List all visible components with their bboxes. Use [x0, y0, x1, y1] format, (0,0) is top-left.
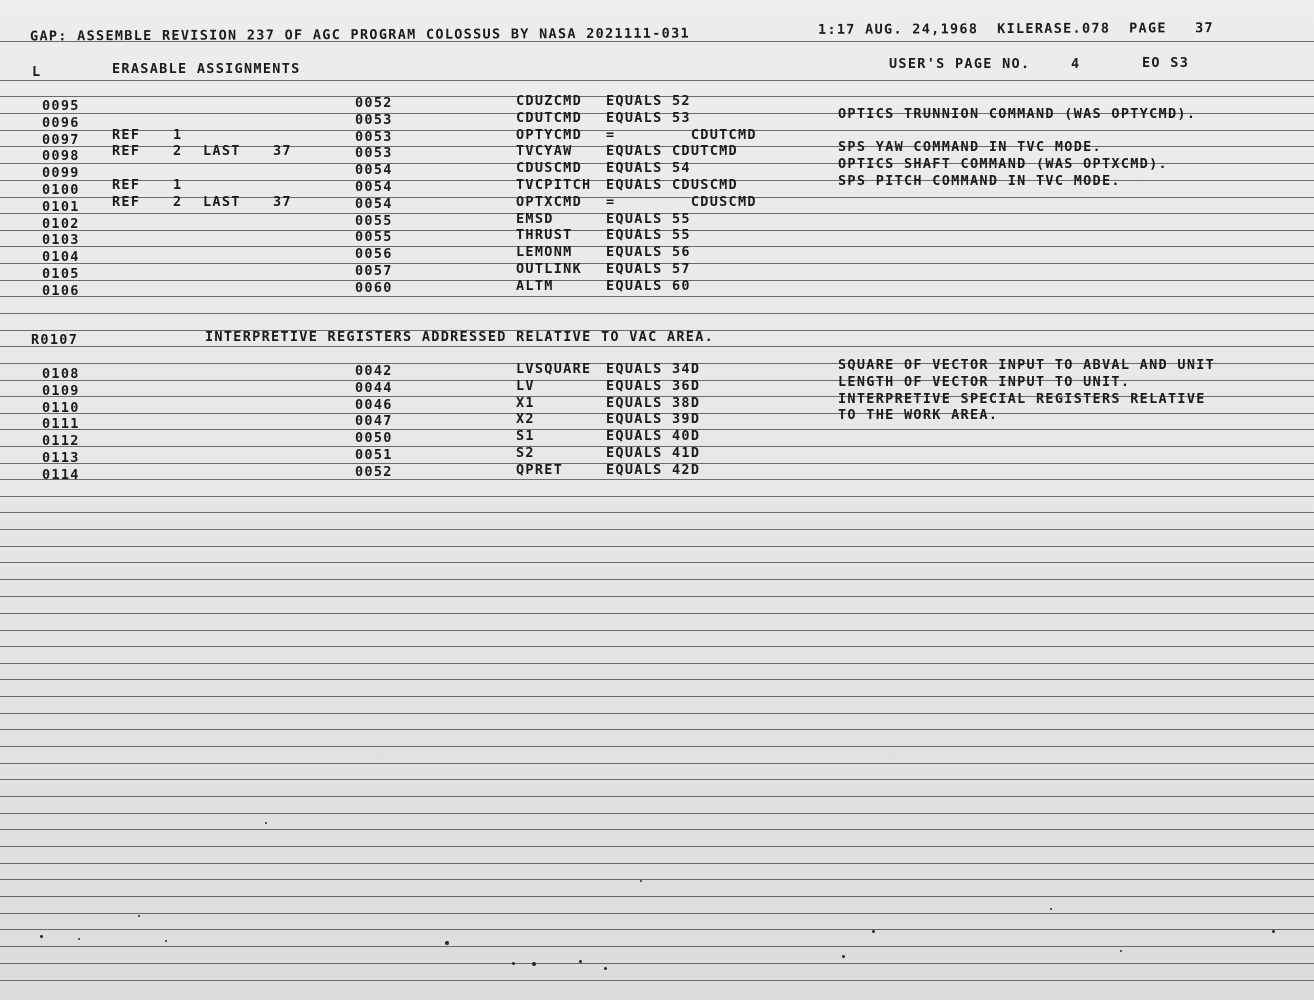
row-comment: LENGTH OF VECTOR INPUT TO UNIT. — [838, 373, 1131, 390]
ruled-line — [0, 796, 1314, 797]
row-sym: CDUTCMD — [516, 109, 582, 126]
row-num: 0101 — [42, 198, 80, 215]
ruled-line — [0, 512, 1314, 513]
ruled-line — [0, 313, 1314, 314]
row-num: 0112 — [42, 433, 80, 450]
row-addr: 0057 — [355, 263, 393, 279]
ruled-line — [0, 779, 1314, 780]
row-ref2: 1 — [173, 177, 183, 193]
row-num: 0114 — [42, 466, 80, 483]
row-sym: LEMONM — [516, 244, 573, 261]
row-op: EQUALS 36D — [606, 377, 701, 394]
row-sym: TVCPITCH — [516, 177, 592, 193]
row-addr: 0046 — [355, 396, 393, 413]
row-sym: OUTLINK — [516, 261, 582, 277]
row-sym: TVCYAW — [516, 143, 573, 160]
paper-speck — [532, 962, 536, 966]
row-comment: OPTICS TRUNNION COMMAND (WAS OPTYCMD). — [838, 105, 1197, 122]
row-op: = CDUTCMD — [606, 126, 757, 143]
paper-speck — [40, 935, 43, 938]
row-ref: REF — [112, 143, 141, 160]
ruled-line — [0, 746, 1314, 747]
subheader-title: ERASABLE ASSIGNMENTS — [112, 61, 301, 77]
row-op: EQUALS 40D — [606, 428, 701, 445]
row-ref: REF — [112, 177, 141, 193]
user-page-value: 4 — [1071, 56, 1081, 72]
row-num: 0109 — [42, 382, 80, 399]
ruled-line — [0, 80, 1314, 81]
ruled-line — [0, 913, 1314, 914]
row-sym: S1 — [516, 428, 535, 445]
row-num: 0095 — [42, 98, 80, 114]
paper-speck — [78, 938, 80, 940]
row-last: LAST — [203, 143, 241, 160]
row-sym: LVSQUARE — [516, 361, 592, 377]
ruled-line — [0, 929, 1314, 930]
row-sym: QPRET — [516, 461, 564, 478]
paper-speck — [265, 822, 267, 824]
paper-speck — [512, 962, 515, 965]
row-num: 0108 — [42, 366, 80, 382]
row-op: EQUALS 42D — [606, 461, 701, 478]
ruled-line — [0, 346, 1314, 347]
row-sym: OPTYCMD — [516, 126, 582, 143]
ruled-line — [0, 496, 1314, 497]
ruled-line — [0, 596, 1314, 597]
row-op: EQUALS 39D — [606, 411, 701, 428]
ruled-line — [0, 980, 1314, 981]
row-ref2: 1 — [173, 126, 183, 143]
row-lastn: 37 — [273, 143, 292, 160]
ruled-line — [0, 296, 1314, 297]
header-right: 1:17 AUG. 24,1968 KILERASE.078 PAGE 37 — [817, 20, 1214, 38]
ruled-line — [0, 713, 1314, 714]
row-op: EQUALS 53 — [606, 109, 691, 126]
row-ref2: 2 — [173, 193, 183, 210]
ruled-line — [0, 846, 1314, 847]
row-op: EQUALS 52 — [606, 93, 691, 109]
ruled-line — [0, 546, 1314, 547]
row-lastn: 37 — [273, 193, 292, 210]
row-num: 0110 — [42, 399, 80, 416]
row-addr: 0054 — [355, 179, 393, 195]
header-left: GAP: ASSEMBLE REVISION 237 OF AGC PROGRAM COLOSSUS BY NASA 2021111-031 — [29, 25, 690, 45]
paper-speck — [640, 880, 642, 882]
user-page-label: USER'S PAGE NO. — [889, 56, 1031, 72]
row-addr: 0060 — [355, 279, 393, 296]
paper-speck — [138, 915, 140, 917]
ruled-line — [0, 630, 1314, 631]
paper-speck — [842, 955, 845, 958]
row-num: 0096 — [42, 114, 80, 131]
ruled-line — [0, 879, 1314, 880]
row-addr: 0054 — [355, 162, 393, 179]
row-num: 0104 — [42, 249, 80, 266]
row-num: 0113 — [42, 450, 80, 466]
row-addr: 0044 — [355, 379, 393, 396]
row-sym: OPTXCMD — [516, 193, 582, 210]
ruled-line — [0, 829, 1314, 830]
ruled-line — [0, 729, 1314, 730]
paper-speck — [445, 941, 449, 945]
paper-speck — [165, 940, 167, 942]
row-sym: X1 — [516, 394, 535, 411]
row-op: EQUALS 56 — [606, 244, 691, 261]
row-op: EQUALS 60 — [606, 277, 691, 294]
ruled-line — [0, 813, 1314, 814]
ruled-line — [0, 963, 1314, 964]
row-comment: TO THE WORK AREA. — [838, 407, 999, 424]
row-addr: 0051 — [355, 447, 393, 463]
ruled-line — [0, 613, 1314, 614]
row-sym: EMSD — [516, 210, 554, 227]
ruled-line — [0, 562, 1314, 563]
row-addr: 0054 — [355, 195, 393, 212]
row-comment: INTERPRETIVE SPECIAL REGISTERS RELATIVE — [838, 390, 1206, 407]
row-addr: 0053 — [355, 145, 393, 162]
row-op: = CDUSCMD — [606, 193, 757, 210]
row-op: EQUALS 34D — [606, 361, 701, 377]
paper-speck — [1050, 908, 1052, 910]
subheader-marker: L — [32, 64, 42, 80]
ruled-line — [0, 696, 1314, 697]
row-addr: 0052 — [355, 463, 393, 480]
row-addr: 0050 — [355, 430, 393, 447]
row-sym: THRUST — [516, 227, 573, 244]
row-addr: 0053 — [355, 128, 393, 145]
row-sym: ALTM — [516, 277, 554, 294]
row-sym: X2 — [516, 411, 535, 428]
row-addr: 0055 — [355, 212, 393, 229]
row-last: LAST — [203, 193, 241, 210]
ruled-line — [0, 479, 1314, 480]
row-addr: 0042 — [355, 363, 393, 379]
row-sym: CDUZCMD — [516, 93, 582, 109]
row-ref2: 2 — [173, 143, 183, 160]
row-addr: 0052 — [355, 95, 393, 111]
row-addr: 0056 — [355, 246, 393, 263]
ruled-line — [0, 663, 1314, 664]
row-op: EQUALS 57 — [606, 261, 691, 277]
row-addr: 0053 — [355, 111, 393, 128]
paper-speck — [604, 967, 607, 970]
row-comment: SQUARE OF VECTOR INPUT TO ABVAL AND UNIT — [838, 357, 1216, 373]
row-op: EQUALS 55 — [606, 210, 691, 227]
row-num: 0103 — [42, 232, 80, 249]
row-op: EQUALS 38D — [606, 394, 701, 411]
paper-speck — [872, 930, 875, 933]
row-sym: LV — [516, 377, 535, 394]
row-num: 0098 — [42, 148, 80, 165]
ruled-line — [0, 946, 1314, 947]
paper-speck — [1272, 930, 1275, 933]
row-num: 0097 — [42, 131, 80, 148]
row-op: EQUALS CDUSCMD — [606, 177, 738, 193]
ruled-line — [0, 863, 1314, 864]
row-op: EQUALS 55 — [606, 227, 691, 244]
ruled-line — [0, 763, 1314, 764]
ruled-line — [0, 646, 1314, 647]
row-addr: 0055 — [355, 229, 393, 246]
row-num: 0106 — [42, 282, 80, 299]
row-comment: OPTICS SHAFT COMMAND (WAS OPTXCMD). — [838, 156, 1168, 173]
row-num: 0102 — [42, 215, 80, 232]
row-ref: REF — [112, 193, 141, 210]
eo-label: EO S3 — [1142, 55, 1190, 71]
row-num: 0100 — [42, 182, 80, 198]
row-comment: SPS YAW COMMAND IN TVC MODE. — [838, 139, 1102, 156]
row-ref: REF — [112, 126, 141, 143]
row-sym: CDUSCMD — [516, 160, 582, 177]
ruled-line — [0, 579, 1314, 580]
row-num: 0099 — [42, 165, 80, 182]
section-number: R0107 — [31, 332, 79, 348]
row-comment: SPS PITCH COMMAND IN TVC MODE. — [838, 173, 1121, 189]
row-num: 0105 — [42, 266, 80, 282]
section-title: INTERPRETIVE REGISTERS ADDRESSED RELATIVE TO VAC AREA. — [205, 329, 715, 345]
row-sym: S2 — [516, 445, 535, 461]
row-addr: 0047 — [355, 413, 393, 430]
row-op: EQUALS CDUTCMD — [606, 143, 738, 160]
paper-speck — [579, 960, 582, 963]
paper-speck — [1120, 950, 1122, 952]
row-op: EQUALS 54 — [606, 160, 691, 177]
row-op: EQUALS 41D — [606, 445, 701, 461]
ruled-line — [0, 896, 1314, 897]
ruled-line — [0, 529, 1314, 530]
row-num: 0111 — [42, 416, 80, 433]
ruled-line — [0, 679, 1314, 680]
